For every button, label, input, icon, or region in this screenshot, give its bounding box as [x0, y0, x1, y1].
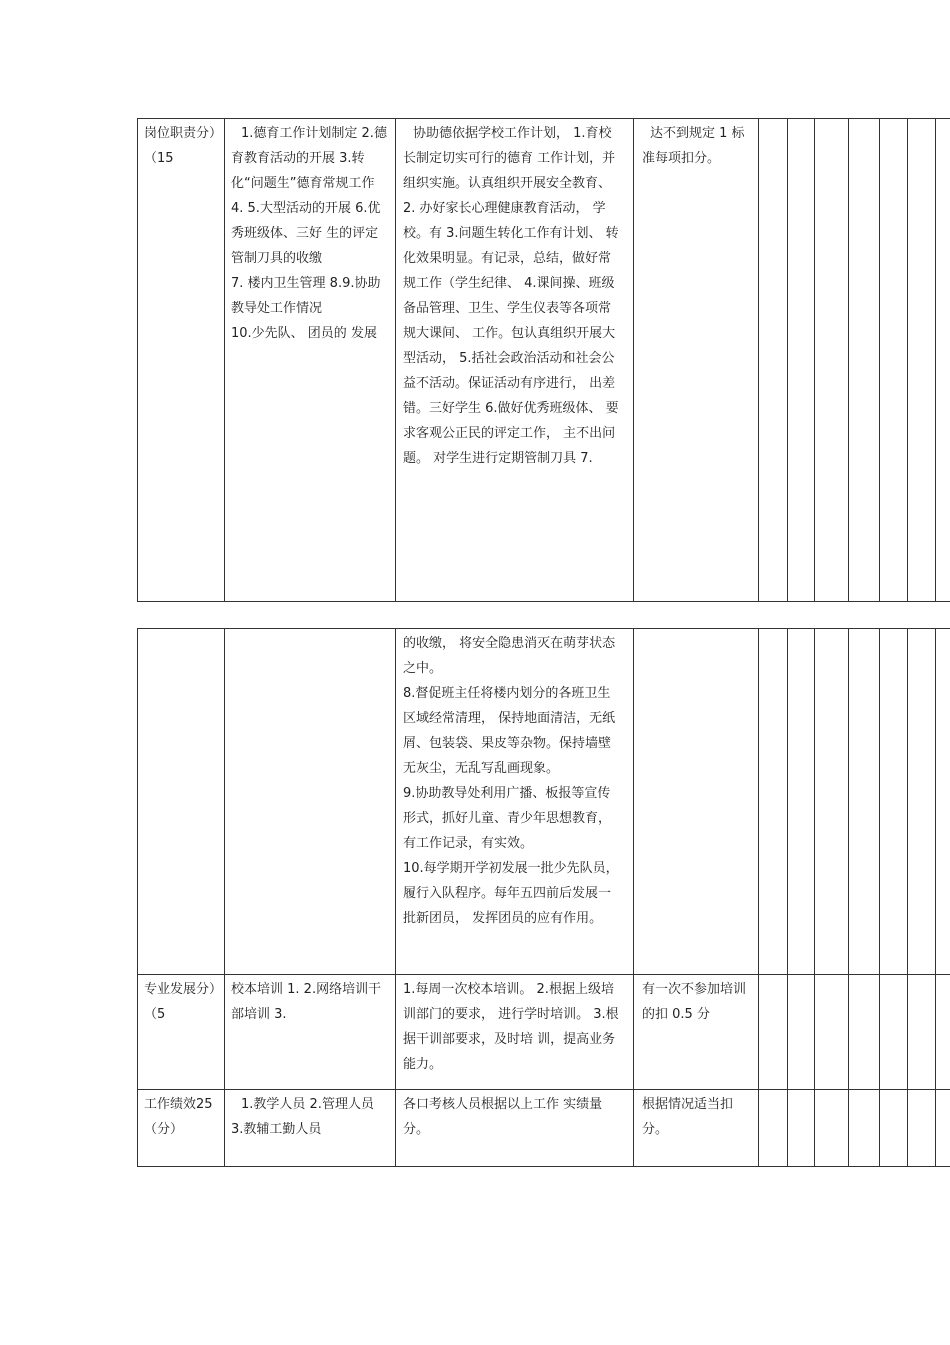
assessment-table-part2	[137, 628, 950, 1167]
score-cell	[849, 629, 880, 975]
deduction-cell: 有一次不参加培训的扣 0.5 分	[634, 975, 759, 1090]
score-cell	[880, 975, 908, 1090]
standard-cell: 各口考核人员根据以上工作 实绩量分。	[396, 1090, 634, 1167]
standard-paragraph: 8.督促班主任将楼内划分的各班卫生区域经常清理， 保持地面清洁，无纸屑、包装袋、果皮等杂物。保持墙壁无灰尘，无乱写乱画现象。	[403, 686, 616, 776]
score-cell	[880, 629, 908, 975]
items-line: 1.德育工作计划制定 2.德育教育活动的开展 3.转化“问题生”德育常规工作 4. 5.大型活动的开展 6.优秀班级体、三好 生的评定管制刀具的收缴	[231, 126, 387, 266]
category-cell	[138, 629, 225, 975]
score-cell	[759, 629, 788, 975]
score-cell	[788, 629, 815, 975]
score-cell	[880, 119, 908, 602]
score-cell	[815, 629, 849, 975]
standard-cell: 1.每周一次校本培训。 2.根据上级培训部门的要求， 进行学时培训。 3.根据干训部要求，及时培 训，提高业务能力。	[396, 975, 634, 1090]
score-cell	[936, 119, 950, 602]
score-cell	[849, 119, 880, 602]
score-cell	[908, 1090, 936, 1167]
score-cell	[936, 629, 950, 975]
standard-paragraph: 的收缴， 将安全隐患消灭在萌芽状态之中。	[403, 636, 616, 676]
score-cell	[936, 975, 950, 1090]
score-cell	[908, 975, 936, 1090]
assessment-table-part1	[137, 118, 950, 602]
score-cell	[759, 119, 788, 602]
deduction-cell: 根据情况适当扣分。	[634, 1090, 759, 1167]
standard-paragraph: 9.协助教导处利用广播、板报等宣传形式，抓好儿童、青少年思想教育，有工作记录，有实效。	[403, 786, 612, 851]
standard-cell: 协助德依据学校工作计划， 1.育校长制定切实可行的德育 工作计划，并组织实施。认真组织开展安全教育、 2. 办好家长心理健康教育活动， 学校。有 3.问题生转化工作有计划、 转化效果明显。有记录，总结，做好常规工作（学生纪律、 4.课间操、班级备品管理、卫生、学生仪表等各项常规大课间、 工作。包认真组织开展大型活动， 5.括社会政治活动和社会公益不活动。保证活动有序进行， 出差错。三好学生 6.做好优秀班级体、 要求客观公正民的评定工作， 主不出问题。 对学生进行定期管制刀具 7.	[396, 119, 634, 602]
table-row	[138, 1090, 950, 1167]
score-cell	[908, 119, 936, 602]
score-cell	[908, 629, 936, 975]
items-cell	[225, 119, 396, 602]
score-cell	[815, 119, 849, 602]
score-cell	[788, 119, 815, 602]
score-cell	[759, 975, 788, 1090]
items-cell	[225, 629, 396, 975]
standard-cell	[396, 629, 634, 975]
items-line: 10.少先队、 团员的 发展	[231, 326, 377, 341]
score-cell	[788, 1090, 815, 1167]
score-cell	[936, 1090, 950, 1167]
category-cell: 岗位职责分）（15	[138, 119, 225, 602]
table-row	[138, 629, 950, 975]
score-cell	[788, 975, 815, 1090]
score-cell	[849, 975, 880, 1090]
score-cell	[849, 1090, 880, 1167]
category-cell: 工作绩效25（分）	[138, 1090, 225, 1167]
category-cell: 专业发展分）（5	[138, 975, 225, 1090]
items-line: 7. 楼内卫生管理 8.9.协助教导处工作情况	[231, 276, 381, 316]
deduction-cell	[634, 629, 759, 975]
score-cell	[815, 975, 849, 1090]
score-cell	[759, 1090, 788, 1167]
table-row	[138, 119, 950, 602]
items-cell: 1.教学人员 2.管理人员 3.教辅工勤人员	[225, 1090, 396, 1167]
items-cell: 校本培训 1. 2.网络培训干部培训 3.	[225, 975, 396, 1090]
score-cell	[815, 1090, 849, 1167]
deduction-cell: 达不到规定 1 标准每项扣分。	[634, 119, 759, 602]
standard-paragraph: 10.每学期开学初发展一批少先队员，履行入队程序。每年五四前后发展一批新团员， 发挥团员的应有作用。	[403, 861, 619, 926]
score-cell	[880, 1090, 908, 1167]
table-row	[138, 975, 950, 1090]
